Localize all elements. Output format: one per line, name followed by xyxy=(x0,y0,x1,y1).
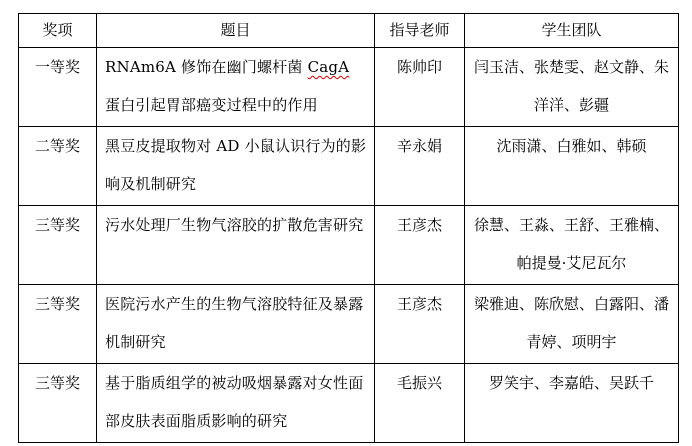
award-level: 三等奖 xyxy=(34,216,80,234)
team-members: 闫玉洁、张楚雯、赵文静、朱洋洋、彭疆 xyxy=(473,58,669,114)
team-members: 梁雅迪、陈欣慰、白露阳、潘青婷、项明宇 xyxy=(473,295,669,351)
project-title: 医院污水产生的生物气溶胶特征及暴露机制研究 xyxy=(105,295,364,351)
table-row xyxy=(19,285,679,364)
advisor-cell xyxy=(375,285,465,364)
award-level-cell xyxy=(19,206,97,285)
project-title-cell xyxy=(97,127,375,206)
team-members: 徐慧、王淼、王舒、王雅楠、帕提曼·艾尼瓦尔 xyxy=(473,216,669,272)
header-team: 学生团队 xyxy=(465,14,679,48)
team-members: 沈雨潇、白雅如、韩硕 xyxy=(496,137,647,155)
team-cell xyxy=(465,285,679,364)
award-level: 三等奖 xyxy=(34,374,80,392)
team-cell xyxy=(465,364,679,443)
award-level-cell xyxy=(19,285,97,364)
award-level-cell xyxy=(19,127,97,206)
award-level-cell xyxy=(19,364,97,443)
award-level: 二等奖 xyxy=(34,137,80,155)
advisor-cell xyxy=(375,364,465,443)
team-cell xyxy=(465,127,679,206)
team-cell xyxy=(465,48,679,127)
advisor-name: 辛永娟 xyxy=(396,137,442,155)
awards-table xyxy=(18,13,679,443)
award-level: 三等奖 xyxy=(34,295,80,313)
project-title: 基于脂质组学的被动吸烟暴露对女性面部皮肤表面脂质影响的研究 xyxy=(105,374,364,430)
team-cell xyxy=(465,206,679,285)
project-title-cell xyxy=(97,48,375,127)
advisor-name: 陈帅印 xyxy=(396,58,442,76)
project-title: 污水处理厂生物气溶胶的扩散危害研究 xyxy=(105,216,364,234)
project-title-cell xyxy=(97,285,375,364)
advisor-cell xyxy=(375,48,465,127)
table-row xyxy=(19,364,679,443)
advisor-name: 王彦杰 xyxy=(396,216,442,234)
award-level-cell xyxy=(19,48,97,127)
advisor-cell xyxy=(375,127,465,206)
header-level: 奖项 xyxy=(19,14,97,48)
project-title: 黑豆皮提取物对 AD 小鼠认识行为的影响及机制研究 xyxy=(105,137,367,193)
advisor-name: 毛振兴 xyxy=(396,374,442,392)
table-row xyxy=(19,206,679,285)
header-advisor: 指导老师 xyxy=(375,14,465,48)
advisor-name: 王彦杰 xyxy=(396,295,442,313)
project-title-suffix: 蛋白引起胃部癌变过程中的作用 xyxy=(105,96,318,114)
award-level: 一等奖 xyxy=(34,58,80,76)
table-row xyxy=(19,48,679,127)
project-title-prefix: RNAm6A 修饰在幽门螺杆菌 xyxy=(105,58,308,76)
project-title-cell xyxy=(97,206,375,285)
spellcheck-marked-word[interactable]: CagA xyxy=(307,58,350,76)
team-members: 罗笑宇、李嘉皓、吴跃千 xyxy=(488,374,654,392)
header-title: 题目 xyxy=(97,14,375,48)
project-title-cell xyxy=(97,364,375,443)
table-header-row xyxy=(19,14,679,48)
advisor-cell xyxy=(375,206,465,285)
project-title xyxy=(97,48,374,124)
table-row xyxy=(19,127,679,206)
